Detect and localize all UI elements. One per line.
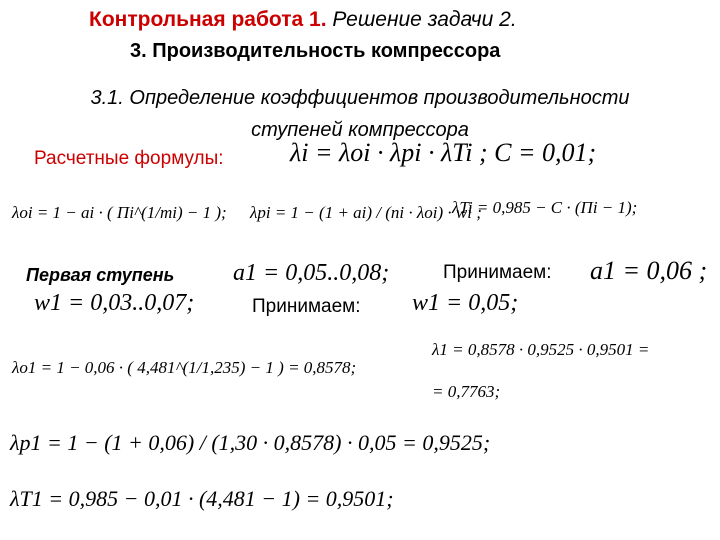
accept-a-label: Принимаем: — [443, 262, 552, 283]
calc-lambda-p1: λp1 = 1 − (1 + 0,06) / (1,30 · 0,8578) · 0,05 = 0,9525; — [10, 430, 491, 455]
a1-range: a1 = 0,05..0,08; — [233, 260, 390, 286]
calc-lambda-t1: λT1 = 0,985 − 0,01 · (4,481 − 1) = 0,9501; — [10, 486, 394, 511]
subsection-line-1: 3.1. Определение коэффициентов производительности — [90, 87, 630, 109]
calc-lambda-1-line2: = 0,7763; — [432, 382, 501, 401]
slide-title — [89, 8, 517, 32]
w1-range: w1 = 0,03..0,07; — [34, 290, 195, 316]
title-italic-part: Решение задачи 2. — [332, 8, 517, 31]
calc-lambda-1-line1: λ1 = 0,8578 · 0,9525 · 0,9501 = — [432, 340, 650, 359]
formula-lambda-ti: λTi = 0,985 − C · (Пi − 1); — [452, 198, 638, 217]
w1-value: w1 = 0,05; — [412, 290, 519, 316]
a1-value: a1 = 0,06 ; — [590, 256, 708, 285]
section-heading: 3. Производительность компрессора — [130, 40, 501, 62]
subsection-line-2: ступеней компрессора — [251, 119, 469, 141]
calc-lambda-o1: λo1 = 1 − 0,06 · ( 4,481^(1/1,235) − 1 ) = 0,8578; — [12, 358, 357, 377]
formula-lambda-oi: λoi = 1 − ai · ( Пi^(1/mi) − 1 ); — [12, 203, 227, 222]
formula-main: λi = λoi · λpi · λTi ; C = 0,01; — [290, 138, 597, 167]
formula-lambda-pi: λpi = 1 − (1 + ai) / (ni · λoi) · wi ; — [250, 203, 482, 222]
accept-w-label: Принимаем: — [252, 296, 361, 317]
subsection-heading — [0, 82, 720, 146]
first-stage-label: Первая ступень — [26, 265, 175, 285]
formulas-label: Расчетные формулы: — [34, 148, 224, 169]
title-red-part: Контрольная работа 1. — [89, 8, 327, 31]
